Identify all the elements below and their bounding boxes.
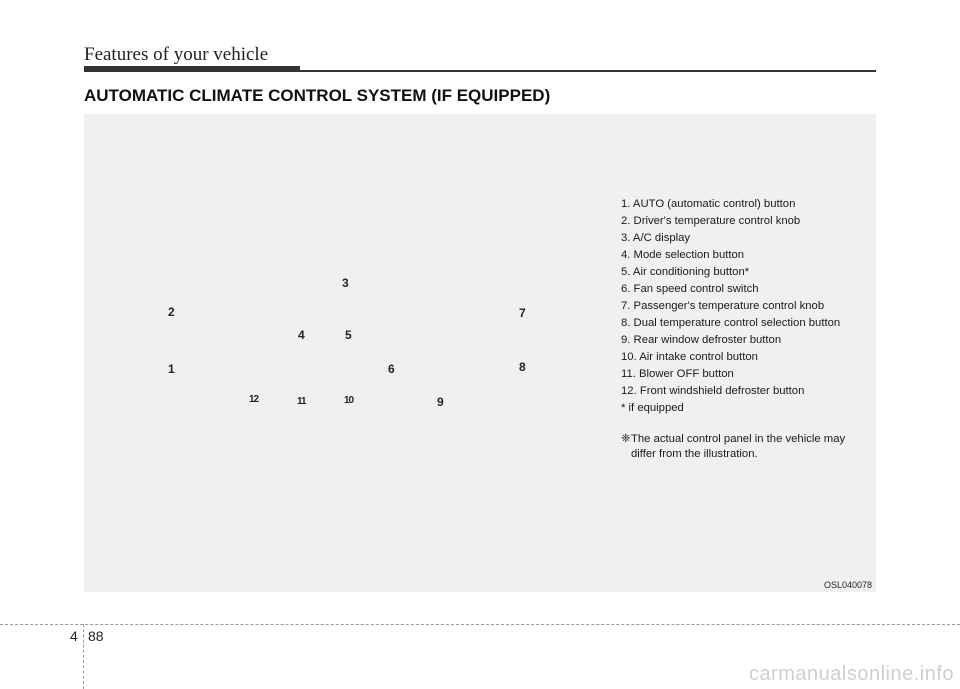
footer-divider bbox=[83, 624, 84, 689]
control-panel-illustration bbox=[84, 114, 604, 414]
legend-item: 11. Blower OFF button bbox=[621, 368, 734, 380]
callout-2: 2 bbox=[168, 305, 175, 319]
note-text: The actual control panel in the vehicle may differ from the illustration. bbox=[631, 433, 846, 460]
illustration-note bbox=[621, 432, 871, 462]
legend-item: 2. Driver's temperature control knob bbox=[621, 215, 801, 227]
legend-footnote: * if equipped bbox=[621, 402, 684, 414]
page-number: 88 bbox=[88, 628, 104, 644]
callout-8: 8 bbox=[519, 360, 526, 374]
legend-item: 9. Rear window defroster button bbox=[621, 334, 782, 346]
header-title: Features of your vehicle bbox=[84, 44, 269, 65]
legend-item: 10. Air intake control button bbox=[621, 351, 758, 363]
callout-5: 5 bbox=[345, 328, 352, 342]
callout-10: 10 bbox=[344, 395, 354, 406]
callout-6: 6 bbox=[388, 362, 395, 376]
section-title: AUTOMATIC CLIMATE CONTROL SYSTEM (IF EQUIPPED) bbox=[84, 86, 551, 105]
legend-item: 8. Dual temperature control selection button bbox=[621, 317, 841, 329]
legend-list bbox=[621, 196, 840, 417]
callout-12: 12 bbox=[249, 394, 259, 405]
legend-item: 3. A/C display bbox=[621, 232, 691, 244]
watermark: carmanualsonline.info bbox=[748, 663, 954, 685]
header-rule bbox=[84, 70, 876, 72]
callout-1: 1 bbox=[168, 362, 175, 376]
callout-4: 4 bbox=[298, 328, 305, 342]
legend-item: 6. Fan speed control switch bbox=[621, 283, 759, 295]
figure-code: OSL040078 bbox=[823, 580, 872, 590]
legend-item: 7. Passenger's temperature control knob bbox=[621, 300, 825, 312]
legend-item: 4. Mode selection button bbox=[621, 249, 745, 261]
legend-item: 12. Front windshield defroster button bbox=[621, 385, 805, 397]
callout-11: 11 bbox=[297, 396, 306, 407]
figure-panel bbox=[84, 114, 876, 592]
footer-rule bbox=[0, 624, 960, 625]
legend-item: 5. Air conditioning button* bbox=[621, 266, 750, 278]
callout-9: 9 bbox=[437, 395, 444, 409]
note-mark-icon: ❈ bbox=[621, 433, 631, 445]
callout-3: 3 bbox=[342, 276, 349, 290]
chapter-number: 4 bbox=[70, 628, 78, 644]
callout-7: 7 bbox=[519, 306, 526, 320]
legend-item: 1. AUTO (automatic control) button bbox=[621, 198, 796, 210]
